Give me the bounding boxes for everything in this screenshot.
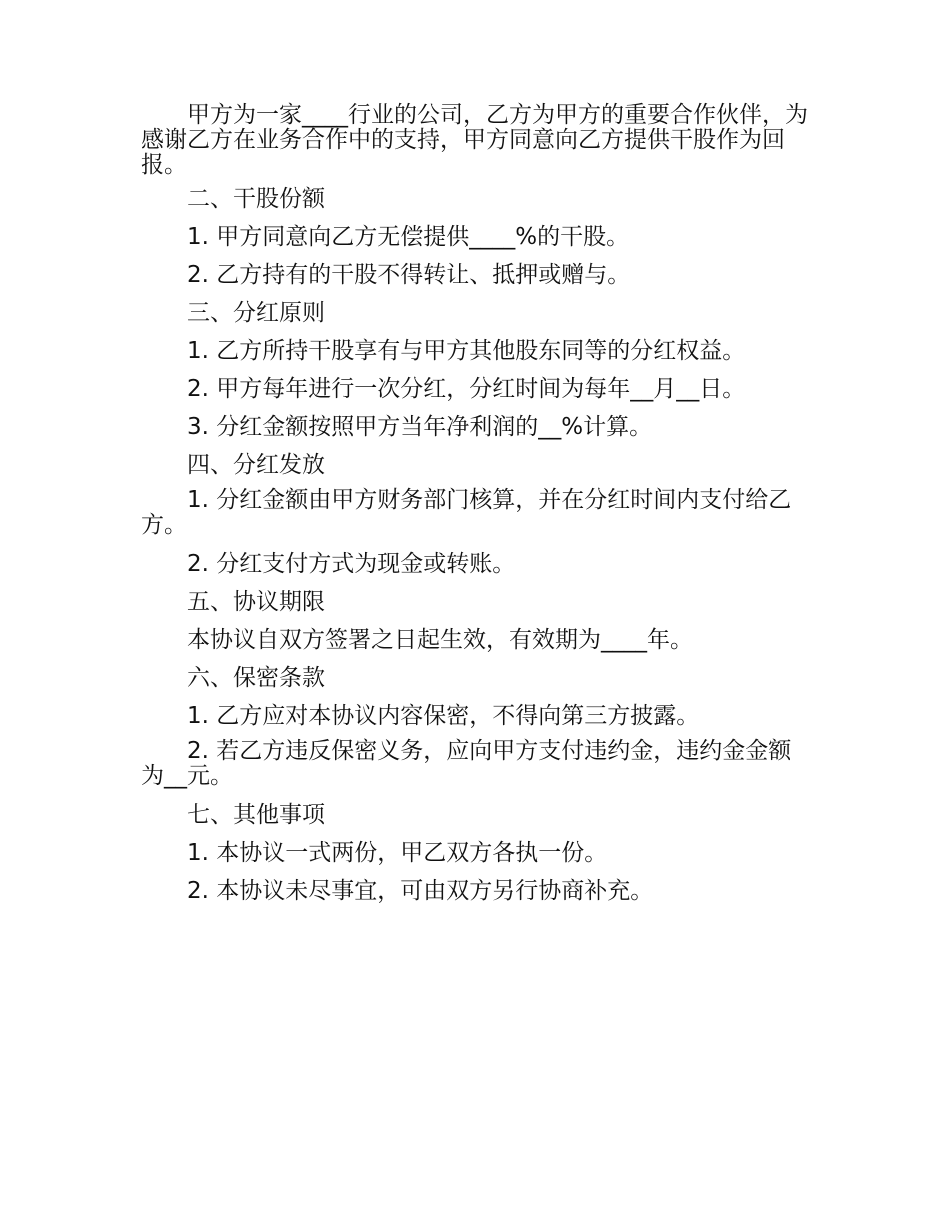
section-heading-3: 三、分红原则 — [187, 300, 325, 326]
section-heading-2: 二、干股份额 — [187, 186, 325, 212]
clause-2-2: 2. 乙方持有的干股不得转让、抵押或赠与。 — [187, 262, 631, 288]
paragraph-intro: 甲方为一家____行业的公司，乙方为甲方的重要合作伙伴，为感谢乙方在业务合作中的支持，甲方同意向乙方提供干股作为回报。 — [141, 102, 808, 178]
clause-5: 本协议自双方签署之日起生效，有效期为____年。 — [187, 627, 693, 653]
clause-3-3: 3. 分红金额按照甲方当年净利润的__%计算。 — [187, 414, 653, 440]
document-body — [141, 103, 813, 914]
section-heading-6: 六、保密条款 — [187, 665, 325, 691]
clause-2-1: 1. 甲方同意向乙方无偿提供____%的干股。 — [187, 224, 630, 250]
section-heading-4: 四、分红发放 — [187, 452, 325, 478]
clause-7-2: 2. 本协议未尽事宜，可由双方另行协商补充。 — [187, 878, 654, 904]
clause-6-1: 1. 乙方应对本协议内容保密，不得向第三方披露。 — [187, 703, 700, 729]
clause-3-2: 2. 甲方每年进行一次分红，分红时间为每年__月__日。 — [187, 376, 746, 402]
clause-7-1: 1. 本协议一式两份，甲乙双方各执一份。 — [187, 840, 608, 866]
clause-4-2: 2. 分红支付方式为现金或转账。 — [187, 551, 516, 577]
clause-6-2: 2. 若乙方违反保密义务，应向甲方支付违约金，违约金金额为__元。 — [141, 738, 792, 789]
section-heading-7: 七、其他事项 — [187, 802, 325, 828]
clause-3-1: 1. 乙方所持干股享有与甲方其他股东同等的分红权益。 — [187, 338, 746, 364]
clause-4-1: 1. 分红金额由甲方财务部门核算，并在分红时间内支付给乙方。 — [141, 487, 792, 538]
section-heading-5: 五、协议期限 — [187, 589, 325, 615]
